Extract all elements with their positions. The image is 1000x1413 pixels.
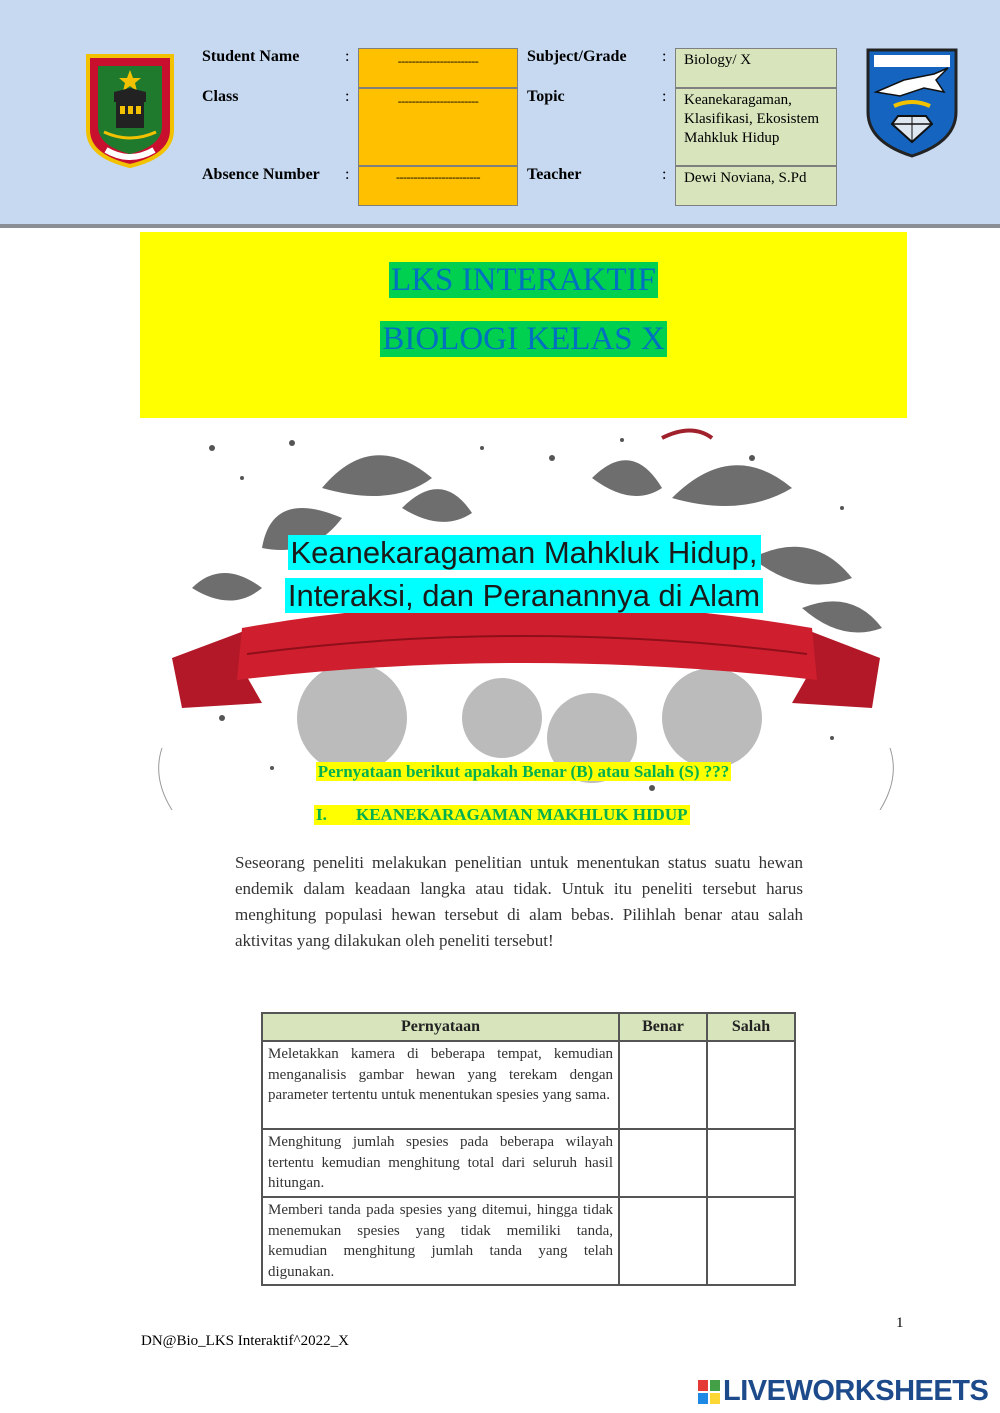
section-heading	[314, 805, 690, 825]
true-false-table	[261, 1012, 796, 1286]
subject-grade-label: Subject/Grade	[527, 48, 627, 65]
banner-line1: LKS INTERAKTIF	[391, 262, 656, 298]
question-paragraph: Seseorang peneliti melakukan penelitian untuk menentukan status suatu hewan endemik dalam keadaan langka atau tidak. Untuk itu peneliti tersebut harus menghitung populasi hewan tersebut di alam bebas. Pilihlah benar atau salah aktivitas yang dilakukan oleh peneliti tersebut!	[235, 853, 803, 950]
topic-value: Keanekaragaman, Klasifikasi, Ekosistem Mahkluk Hidup	[675, 88, 837, 166]
teacher-value: Dewi Noviana, S.Pd	[675, 166, 837, 206]
colon: :	[662, 88, 667, 105]
salah-answer-cell[interactable]	[707, 1129, 795, 1197]
class-label: Class	[202, 88, 239, 105]
statement-cell: Menghitung jumlah spesies pada beberapa wilayah tertentu kemudian menghitung total dari seluruh hasil hitungan.	[262, 1129, 619, 1197]
header-false: Salah	[707, 1013, 795, 1041]
section-title: KEANEKARAGAMAN MAKHLUK HIDUP	[356, 805, 688, 824]
student-name-field[interactable]: -----------------------	[358, 48, 518, 88]
colon: :	[345, 88, 350, 105]
colon: :	[345, 48, 350, 65]
class-field[interactable]: -----------------------	[358, 88, 518, 166]
subject-grade-value: Biology/ X	[675, 48, 837, 88]
absence-number-label: Absence Number	[202, 166, 320, 183]
regional-crest-logo	[84, 52, 176, 168]
absence-number-field[interactable]: ------------------------	[358, 166, 518, 206]
colon: :	[345, 166, 350, 183]
instruction-question: Pernyataan berikut apakah Benar (B) atau Salah (S) ???	[317, 762, 730, 781]
teacher-label: Teacher	[527, 166, 582, 183]
benar-answer-cell[interactable]	[619, 1041, 707, 1129]
section-number: I.	[316, 805, 327, 824]
colon: :	[662, 48, 667, 65]
floral-ribbon-illustration	[152, 418, 900, 810]
salah-answer-cell[interactable]	[707, 1197, 795, 1285]
salah-answer-cell[interactable]	[707, 1041, 795, 1129]
footer-text: DN@Bio_LKS Interaktif^2022_X	[141, 1333, 349, 1349]
table-row	[262, 1041, 795, 1129]
topic-label: Topic	[527, 88, 565, 105]
banner-line2: BIOLOGI KELAS X	[382, 321, 665, 357]
worksheet-header	[0, 0, 1000, 228]
colon: :	[662, 166, 667, 183]
worksheet-title-line1: Keanekaragaman Mahkluk Hidup,	[254, 535, 794, 571]
benar-answer-cell[interactable]	[619, 1129, 707, 1197]
banner-title-line	[140, 262, 907, 299]
table-row	[262, 1129, 795, 1197]
worksheet-title-line2: Interaksi, dan Peranannya di Alam	[254, 578, 794, 614]
statement-cell: Meletakkan kamera di beberapa tempat, kemudian menganalisis gambar hewan yang terekam dengan parameter tertentu untuk menentukan spesies yang sama.	[262, 1041, 619, 1129]
liveworksheets-logo-icon	[698, 1380, 720, 1404]
header-true: Benar	[619, 1013, 707, 1041]
benar-answer-cell[interactable]	[619, 1197, 707, 1285]
worksheet-banner	[140, 232, 907, 418]
school-shield-logo	[864, 46, 960, 158]
statement-cell: Memberi tanda pada spesies yang ditemui, hingga tidak menemukan spesies yang tidak memiliki tanda, kemudian menghitung jumlah tanda yang telah digunakan.	[262, 1197, 619, 1285]
student-name-label: Student Name	[202, 48, 300, 65]
banner-subtitle-line	[140, 321, 907, 358]
header-statement: Pernyataan	[262, 1013, 619, 1041]
brand-text: LIVEWORKSHEETS	[723, 1375, 989, 1407]
page-number: 1	[896, 1315, 904, 1331]
table-row	[262, 1197, 795, 1285]
